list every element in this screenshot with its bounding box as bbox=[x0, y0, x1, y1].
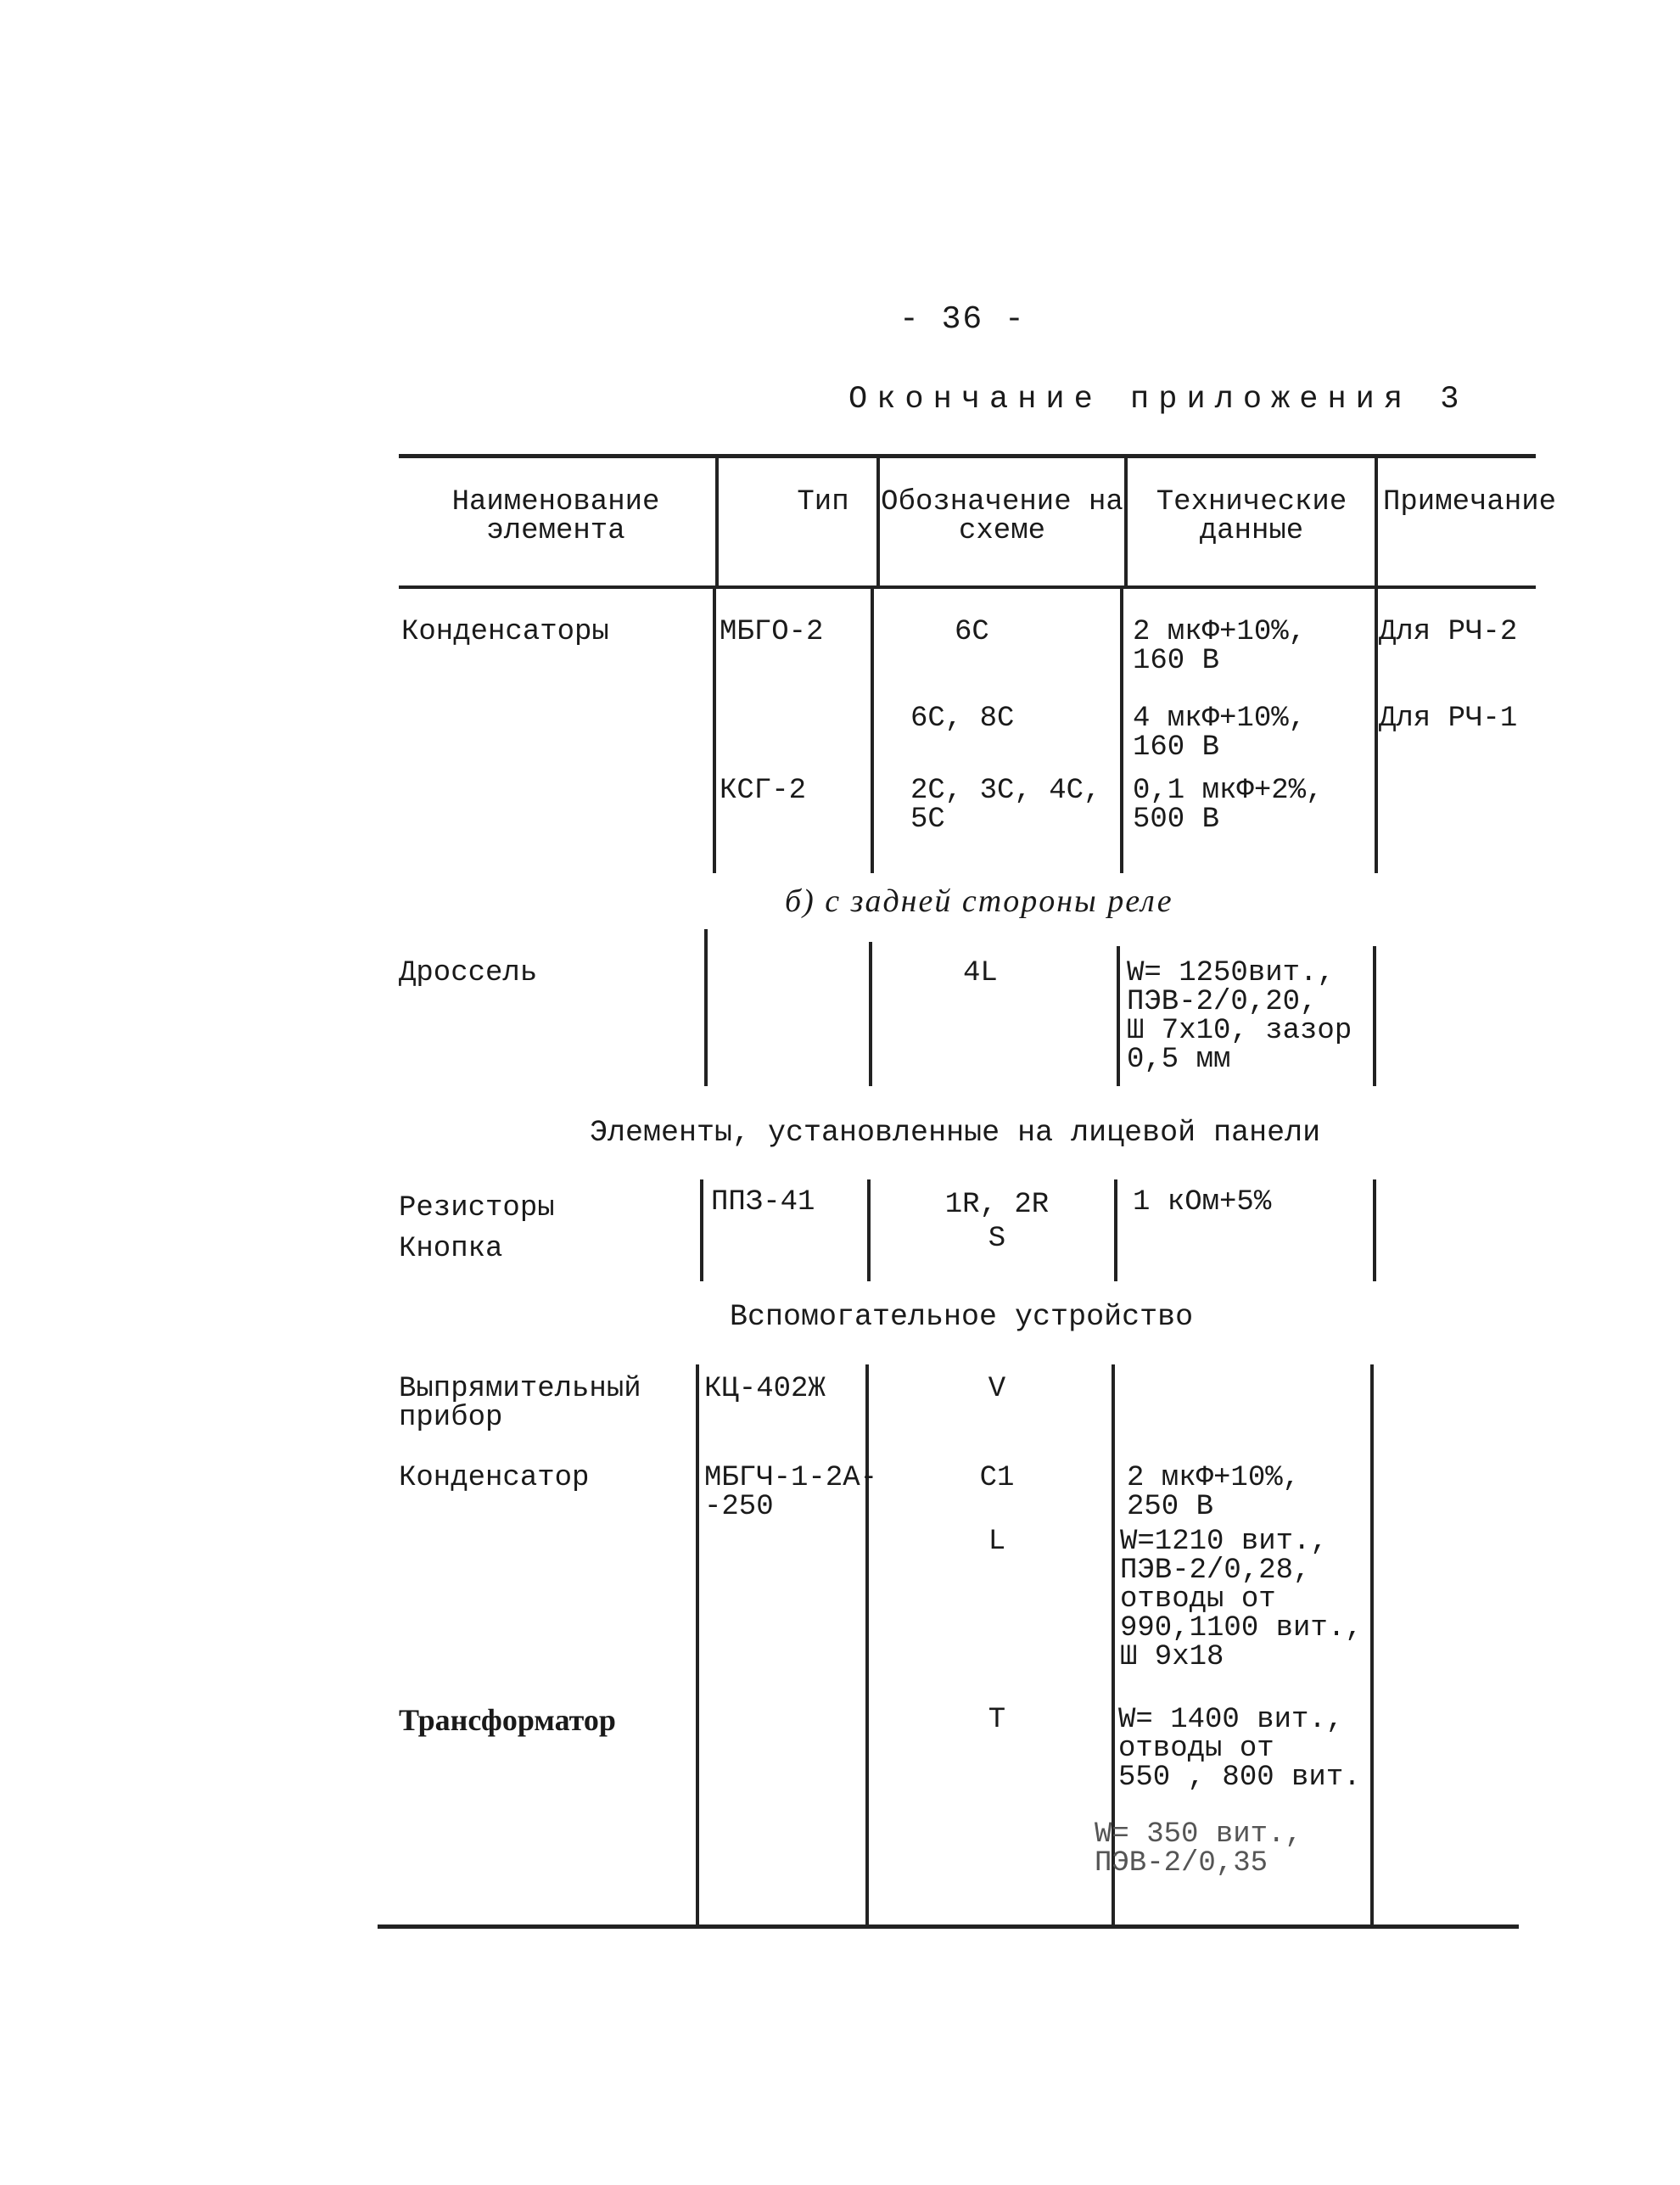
cell-type: КЦ-402Ж bbox=[704, 1373, 826, 1405]
cell-tech: 2 мкФ+10%, 160 В bbox=[1133, 616, 1307, 677]
header-designation: Обозначение на схеме bbox=[881, 486, 1123, 547]
column-divider bbox=[1117, 946, 1120, 1086]
cell-name: Резисторы Кнопка bbox=[399, 1192, 555, 1265]
cell-tech: W=1210 вит., ПЭВ-2/0,28, отводы от 990,1100 вит., Ш 9х18 bbox=[1120, 1526, 1363, 1673]
cell-designation: V bbox=[988, 1373, 1006, 1405]
header-bottom-rule bbox=[399, 585, 1536, 589]
column-divider bbox=[715, 458, 719, 585]
cell-designation: 2С, 3С, 4С, 5С bbox=[910, 775, 1101, 836]
column-divider bbox=[713, 589, 716, 873]
column-divider bbox=[1114, 1179, 1117, 1281]
cell-tech: W= 350 вит., ПЭВ-2/0,35 bbox=[1095, 1818, 1302, 1880]
cell-designation: 1R, 2R S bbox=[944, 1189, 1050, 1255]
cell-note: Для РЧ-1 bbox=[1379, 703, 1518, 735]
header-type: Тип bbox=[797, 486, 849, 518]
cell-tech: W= 1400 вит., отводы от 550 , 800 вит. bbox=[1118, 1704, 1361, 1794]
cell-tech: 2 мкФ+10%, 250 В bbox=[1127, 1462, 1301, 1523]
column-divider bbox=[700, 1179, 703, 1281]
section-heading-front: Элементы, установленные на лицевой панели bbox=[590, 1116, 1321, 1150]
section-heading-rear: б) с задней стороны реле bbox=[785, 883, 1173, 919]
cell-name: Конденсатор bbox=[399, 1462, 590, 1494]
table-top-rule bbox=[399, 454, 1536, 458]
column-divider bbox=[869, 942, 872, 1086]
column-divider bbox=[1373, 1179, 1376, 1281]
column-divider bbox=[1375, 458, 1378, 585]
page-number: - 36 - bbox=[899, 301, 1026, 338]
appendix-title: Окончание приложения 3 bbox=[848, 382, 1469, 417]
column-divider bbox=[1370, 1364, 1374, 1924]
cell-designation: T bbox=[988, 1704, 1006, 1736]
cell-designation: 6С, 8С bbox=[910, 703, 1015, 735]
column-divider bbox=[1120, 589, 1123, 873]
cell-name: Дроссель bbox=[399, 957, 538, 989]
section-heading-aux: Вспомогательное устройство bbox=[730, 1300, 1194, 1334]
column-divider bbox=[1375, 589, 1378, 873]
cell-tech: 0,1 мкФ+2%, 500 В bbox=[1133, 775, 1324, 836]
header-name: Наименование элемента bbox=[451, 486, 660, 547]
header-tech: Технические данные bbox=[1156, 486, 1347, 547]
column-divider bbox=[704, 929, 708, 1086]
cell-designation: 6С bbox=[955, 616, 989, 648]
cell-name: Конденсаторы bbox=[401, 616, 609, 648]
cell-tech: 1 кОм+5% bbox=[1133, 1186, 1272, 1219]
column-divider bbox=[1373, 946, 1376, 1086]
cell-designation: С1 bbox=[979, 1462, 1015, 1494]
cell-name: Трансформатор bbox=[399, 1703, 616, 1737]
cell-note: Для РЧ-2 bbox=[1379, 616, 1518, 648]
cell-type: МБГЧ-1-2А- -250 bbox=[704, 1462, 878, 1523]
cell-type: ППЗ-41 bbox=[711, 1186, 815, 1219]
column-divider bbox=[871, 589, 874, 873]
cell-designation: L bbox=[988, 1526, 1006, 1558]
cell-name: Выпрямительный прибор bbox=[399, 1373, 641, 1434]
column-divider bbox=[867, 1179, 871, 1281]
cell-tech: 4 мкФ+10%, 160 В bbox=[1133, 703, 1307, 764]
column-divider bbox=[696, 1364, 699, 1924]
cell-type: КСГ-2 bbox=[720, 775, 807, 807]
cell-type: МБГО-2 bbox=[720, 616, 824, 648]
cell-designation: 4L bbox=[963, 957, 998, 989]
header-note: Примечание bbox=[1383, 486, 1557, 518]
table-bottom-rule bbox=[378, 1924, 1519, 1929]
cell-tech: W= 1250вит., ПЭВ-2/0,20, Ш 7х10, зазор 0,5 мм bbox=[1127, 957, 1352, 1076]
column-divider bbox=[865, 1364, 869, 1924]
